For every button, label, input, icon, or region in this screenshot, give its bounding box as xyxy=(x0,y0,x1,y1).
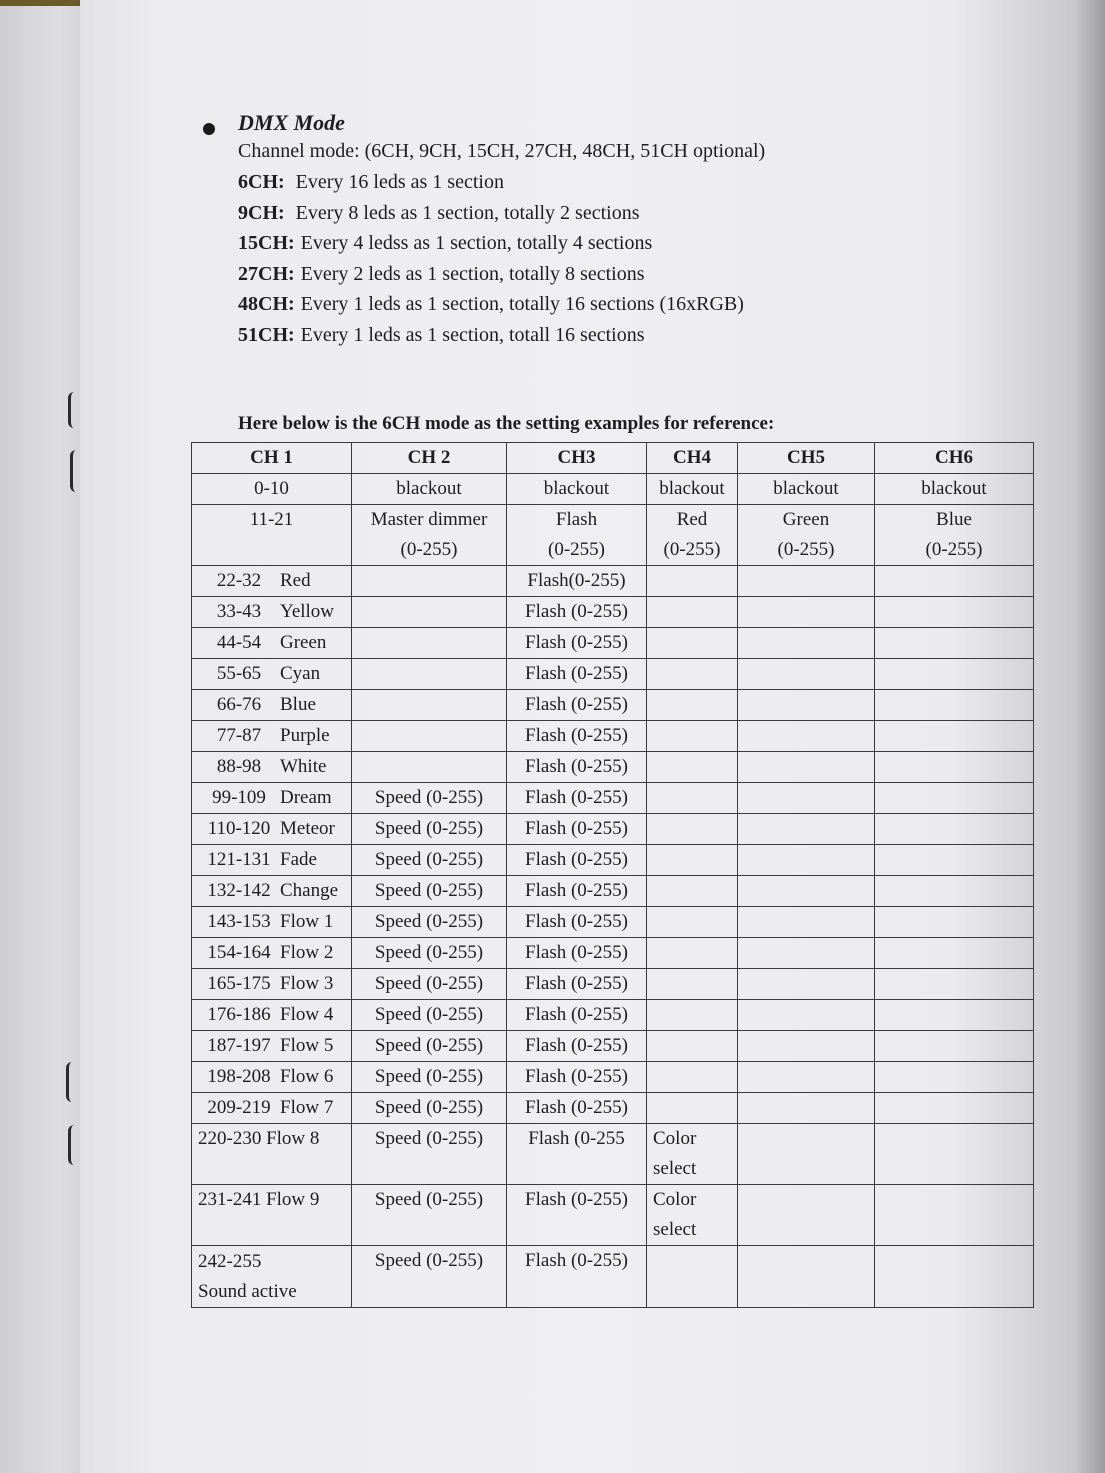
cell-ch6 xyxy=(875,814,1034,845)
cell-ch4 xyxy=(647,845,738,876)
table-row xyxy=(192,659,1034,690)
mode-name: Flow 6 xyxy=(280,1066,334,1087)
mode-name: Meteor xyxy=(280,818,335,839)
cell-ch3: Flash (0-255 xyxy=(507,1124,647,1185)
cell-ch6 xyxy=(875,1062,1034,1093)
cell-ch6 xyxy=(875,1000,1034,1031)
mode-label: 48CH: xyxy=(238,293,295,315)
cell-ch5 xyxy=(738,876,875,907)
cell-ch4 xyxy=(647,814,738,845)
cell-ch1: 0-10 xyxy=(192,474,352,505)
cell-ch2: Speed (0-255) xyxy=(352,1031,507,1062)
cell-ch3: Flash (0-255) xyxy=(507,597,647,628)
cell-ch6 xyxy=(875,721,1034,752)
cell-ch1 xyxy=(192,845,352,876)
cell-ch4 xyxy=(647,690,738,721)
cell-ch6 xyxy=(875,907,1034,938)
cell-ch1 xyxy=(192,1093,352,1124)
table-row xyxy=(192,938,1034,969)
cell-ch3: Flash (0-255) xyxy=(507,628,647,659)
cell-ch1: 11-21 xyxy=(192,505,352,566)
mode-text: Every 2 leds as 1 section, totally 8 sections xyxy=(300,263,645,285)
mode-label: 9CH: xyxy=(238,202,285,224)
mode-line xyxy=(238,202,640,225)
cell-ch5 xyxy=(738,752,875,783)
cell-ch1 xyxy=(192,814,352,845)
mode-line xyxy=(238,171,504,194)
cell-ch4 xyxy=(647,876,738,907)
cell-ch5 xyxy=(738,659,875,690)
mode-text: Every 4 ledss as 1 section, totally 4 sections xyxy=(300,232,653,254)
cell-ch3: Flash (0-255) xyxy=(507,814,647,845)
cell-ch5 xyxy=(738,907,875,938)
cell-ch6 xyxy=(875,752,1034,783)
cell-ch1: 220-230 Flow 8 xyxy=(192,1124,352,1185)
cell-ch2: Speed (0-255) xyxy=(352,1093,507,1124)
cell-ch5 xyxy=(738,505,875,566)
mode-name: White xyxy=(280,756,327,777)
binder-ring xyxy=(70,450,87,492)
mode-line xyxy=(238,293,744,316)
cell-ch4 xyxy=(647,1185,738,1246)
mode-text: Every 1 leds as 1 section, totally 16 sections (16xRGB) xyxy=(300,293,744,315)
table-row xyxy=(192,1124,1034,1185)
cell-line: Color xyxy=(653,1128,697,1149)
cell-ch3: Flash (0-255) xyxy=(507,907,647,938)
mode-range: 22-32 xyxy=(216,570,262,591)
table-row xyxy=(192,907,1034,938)
cell-ch3: Flash(0-255) xyxy=(507,566,647,597)
table-caption: Here below is the 6CH mode as the setting examples for reference: xyxy=(238,413,775,434)
cell-ch4 xyxy=(647,907,738,938)
cell-ch4 xyxy=(647,1031,738,1062)
cell-ch1 xyxy=(192,1000,352,1031)
mode-name: Change xyxy=(280,880,339,901)
mode-text: Every 8 leds as 1 section, totally 2 sections xyxy=(295,202,640,224)
cell-line: Green xyxy=(782,509,830,530)
cell-ch6 xyxy=(875,1246,1034,1308)
table-header-row xyxy=(192,443,1034,474)
cell-ch2: Speed (0-255) xyxy=(352,907,507,938)
cell-ch1 xyxy=(192,783,352,814)
cell-ch3: Flash (0-255) xyxy=(507,1185,647,1246)
mode-name: Yellow xyxy=(280,601,335,622)
cell-ch2: Speed (0-255) xyxy=(352,1124,507,1185)
cell-ch3: Flash (0-255) xyxy=(507,1246,647,1308)
table-row xyxy=(192,752,1034,783)
table-row xyxy=(192,969,1034,1000)
cell-ch5 xyxy=(738,845,875,876)
cell-ch4 xyxy=(647,1124,738,1185)
cell-ch4 xyxy=(647,505,738,566)
mode-name: Flow 1 xyxy=(280,911,334,932)
cell-ch3: Flash (0-255) xyxy=(507,845,647,876)
cell-ch2 xyxy=(352,752,507,783)
mode-line xyxy=(238,263,645,286)
cell-ch4 xyxy=(647,1246,738,1308)
cell-ch3 xyxy=(507,505,647,566)
cell-ch5 xyxy=(738,1124,875,1185)
cell-ch5 xyxy=(738,1031,875,1062)
cell-ch3: Flash (0-255) xyxy=(507,690,647,721)
cell-ch3: Flash (0-255) xyxy=(507,1031,647,1062)
mode-name: Flow 2 xyxy=(280,942,334,963)
cell-ch6 xyxy=(875,783,1034,814)
cell-ch2 xyxy=(352,566,507,597)
cell-ch2: blackout xyxy=(352,474,507,505)
table-row xyxy=(192,566,1034,597)
mode-label: 15CH: xyxy=(238,232,295,254)
mode-line xyxy=(238,232,652,255)
mode-name: Purple xyxy=(280,725,330,746)
cell-ch2: Speed (0-255) xyxy=(352,876,507,907)
cell-ch1 xyxy=(192,969,352,1000)
cell-ch1 xyxy=(192,938,352,969)
cell-ch2 xyxy=(352,721,507,752)
mode-name: Flow 4 xyxy=(280,1004,334,1025)
cell-ch5: blackout xyxy=(738,474,875,505)
table-row xyxy=(192,505,1034,566)
cell-ch2: Speed (0-255) xyxy=(352,938,507,969)
mode-range: 44-54 xyxy=(216,632,262,653)
mode-range: 55-65 xyxy=(216,663,262,684)
effect-rows xyxy=(192,566,1034,1124)
cell-line: Red xyxy=(676,509,708,530)
cell-line: (0-255) xyxy=(663,539,721,560)
cell-ch5 xyxy=(738,1062,875,1093)
cell-ch4 xyxy=(647,1093,738,1124)
cell-ch1: 231-241 Flow 9 xyxy=(192,1185,352,1246)
cell-ch6 xyxy=(875,566,1034,597)
table-row xyxy=(192,876,1034,907)
cell-ch2: Speed (0-255) xyxy=(352,1185,507,1246)
cell-ch6 xyxy=(875,690,1034,721)
header-ch5: CH5 xyxy=(738,443,875,474)
cell-ch4 xyxy=(647,566,738,597)
mode-range: 154-164 xyxy=(207,942,271,963)
cell-line: Sound active xyxy=(198,1280,297,1302)
cell-ch3: Flash (0-255) xyxy=(507,1093,647,1124)
table-row xyxy=(192,474,1034,505)
cell-ch1 xyxy=(192,721,352,752)
cell-ch5 xyxy=(738,1246,875,1308)
header-ch3: CH3 xyxy=(507,443,647,474)
cell-ch4 xyxy=(647,628,738,659)
mode-range: 165-175 xyxy=(207,973,271,994)
cell-ch4 xyxy=(647,1062,738,1093)
cell-ch6 xyxy=(875,597,1034,628)
mode-name: Flow 5 xyxy=(280,1035,334,1056)
table-row xyxy=(192,721,1034,752)
cell-ch1 xyxy=(192,1062,352,1093)
cell-ch6 xyxy=(875,1124,1034,1185)
header-ch1: CH 1 xyxy=(192,443,352,474)
cell-ch6 xyxy=(875,1093,1034,1124)
cell-ch3: Flash (0-255) xyxy=(507,876,647,907)
cell-ch6 xyxy=(875,969,1034,1000)
mode-range: 209-219 xyxy=(207,1097,271,1118)
cell-ch6 xyxy=(875,876,1034,907)
cell-ch4 xyxy=(647,597,738,628)
cell-ch2: Speed (0-255) xyxy=(352,1246,507,1308)
cell-ch2: Speed (0-255) xyxy=(352,1062,507,1093)
cell-ch2 xyxy=(352,597,507,628)
mode-range: 143-153 xyxy=(207,911,271,932)
cell-line: (0-255) xyxy=(400,539,458,560)
mode-text: Every 1 leds as 1 section, totall 16 sections xyxy=(300,324,645,346)
header-ch2: CH 2 xyxy=(352,443,507,474)
mode-range: 132-142 xyxy=(207,880,271,901)
cell-ch3: blackout xyxy=(507,474,647,505)
header-ch4: CH4 xyxy=(647,443,738,474)
cell-ch6 xyxy=(875,659,1034,690)
cell-ch5 xyxy=(738,814,875,845)
cell-ch5 xyxy=(738,628,875,659)
cell-ch2: Speed (0-255) xyxy=(352,1000,507,1031)
cell-ch3: Flash (0-255) xyxy=(507,938,647,969)
cell-ch4 xyxy=(647,938,738,969)
table-row xyxy=(192,1246,1034,1308)
cell-ch5 xyxy=(738,969,875,1000)
cell-line: Color xyxy=(653,1189,697,1210)
cell-line: select xyxy=(653,1219,697,1240)
binder-ring xyxy=(66,1062,83,1102)
mode-label: 27CH: xyxy=(238,263,295,285)
desk-background xyxy=(0,0,86,1473)
mode-range: 88-98 xyxy=(216,756,262,777)
cell-ch2: Speed (0-255) xyxy=(352,845,507,876)
cell-ch1 xyxy=(192,690,352,721)
binder-ring xyxy=(68,1125,85,1165)
cell-ch6 xyxy=(875,1185,1034,1246)
mode-range: 187-197 xyxy=(207,1035,271,1056)
cell-ch3: Flash (0-255) xyxy=(507,721,647,752)
cell-ch5 xyxy=(738,690,875,721)
cell-line: 242-255 xyxy=(198,1250,262,1272)
mode-range: 110-120 xyxy=(207,818,271,839)
cell-ch3: Flash (0-255) xyxy=(507,752,647,783)
header-ch6: CH6 xyxy=(875,443,1034,474)
cell-ch5 xyxy=(738,938,875,969)
mode-name: Cyan xyxy=(280,663,321,684)
cell-ch2: Speed (0-255) xyxy=(352,783,507,814)
cell-ch1 xyxy=(192,597,352,628)
cell-ch1 xyxy=(192,628,352,659)
mode-line xyxy=(238,324,645,347)
cell-ch2 xyxy=(352,505,507,566)
cell-line: Master dimmer xyxy=(370,509,488,530)
cell-ch1 xyxy=(192,566,352,597)
table-row xyxy=(192,1185,1034,1246)
cell-ch4 xyxy=(647,783,738,814)
cell-ch3: Flash (0-255) xyxy=(507,969,647,1000)
section-title: DMX Mode xyxy=(238,110,345,135)
cell-ch2: Speed (0-255) xyxy=(352,814,507,845)
cell-ch6 xyxy=(875,1031,1034,1062)
mode-name: Flow 7 xyxy=(280,1097,334,1118)
cell-ch6: blackout xyxy=(875,474,1034,505)
mode-range: 99-109 xyxy=(212,787,266,808)
mode-name: Blue xyxy=(280,694,316,715)
table-row xyxy=(192,1031,1034,1062)
cell-ch4 xyxy=(647,969,738,1000)
cell-ch1 xyxy=(192,907,352,938)
table-row xyxy=(192,1000,1034,1031)
cell-ch6 xyxy=(875,628,1034,659)
mode-name: Fade xyxy=(280,849,317,870)
cell-line: Flash xyxy=(555,509,598,530)
mode-range: 121-131 xyxy=(207,849,271,870)
cell-ch4 xyxy=(647,659,738,690)
cell-ch3: Flash (0-255) xyxy=(507,1000,647,1031)
cell-ch3: Flash (0-255) xyxy=(507,1062,647,1093)
cell-ch5 xyxy=(738,597,875,628)
mode-range: 33-43 xyxy=(216,601,262,622)
mode-range: 198-208 xyxy=(207,1066,271,1087)
mode-range: 66-76 xyxy=(216,694,262,715)
mode-name: Flow 3 xyxy=(280,973,334,994)
cell-line: (0-255) xyxy=(925,539,983,560)
table-row xyxy=(192,597,1034,628)
table-row xyxy=(192,845,1034,876)
cell-ch4 xyxy=(647,721,738,752)
cell-ch2 xyxy=(352,690,507,721)
table-row xyxy=(192,783,1034,814)
cell-ch1 xyxy=(192,876,352,907)
cell-ch1 xyxy=(192,1031,352,1062)
cell-ch6 xyxy=(875,505,1034,566)
cell-ch5 xyxy=(738,783,875,814)
cell-ch2: Speed (0-255) xyxy=(352,969,507,1000)
cell-ch5 xyxy=(738,721,875,752)
cell-ch3: Flash (0-255) xyxy=(507,783,647,814)
cell-ch5 xyxy=(738,566,875,597)
cell-ch4 xyxy=(647,1000,738,1031)
mode-name: Dream xyxy=(280,787,332,808)
table-row xyxy=(192,628,1034,659)
cell-line: (0-255) xyxy=(548,539,605,560)
cell-ch4: blackout xyxy=(647,474,738,505)
cell-ch1 xyxy=(192,752,352,783)
cell-ch5 xyxy=(738,1000,875,1031)
cell-ch4 xyxy=(647,752,738,783)
cell-ch6 xyxy=(875,845,1034,876)
table-row xyxy=(192,1062,1034,1093)
cell-ch5 xyxy=(738,1185,875,1246)
channel-mode-text: Channel mode: (6CH, 9CH, 15CH, 27CH, 48CH, 51CH optional) xyxy=(238,140,766,162)
mode-name: Red xyxy=(280,570,311,591)
cell-line: Blue xyxy=(936,509,972,530)
cell-ch5 xyxy=(738,1093,875,1124)
table-row xyxy=(192,814,1034,845)
bullet-icon xyxy=(203,123,215,135)
mode-text: Every 16 leds as 1 section xyxy=(295,171,504,193)
cell-ch2 xyxy=(352,628,507,659)
mode-label: 6CH: xyxy=(238,171,285,193)
mode-label: 51CH: xyxy=(238,324,295,346)
binder-ring xyxy=(68,392,85,428)
mode-range: 77-87 xyxy=(216,725,262,746)
table-row xyxy=(192,1093,1034,1124)
cell-ch6 xyxy=(875,938,1034,969)
cell-ch1 xyxy=(192,659,352,690)
cell-ch3: Flash (0-255) xyxy=(507,659,647,690)
table-row xyxy=(192,690,1034,721)
dmx-6ch-table xyxy=(191,442,1034,1308)
mode-name: Green xyxy=(280,632,327,653)
cell-ch2 xyxy=(352,659,507,690)
cell-line: select xyxy=(653,1158,697,1179)
mode-range: 176-186 xyxy=(207,1004,271,1025)
cell-line: (0-255) xyxy=(777,539,835,560)
cell-ch1 xyxy=(192,1246,352,1308)
